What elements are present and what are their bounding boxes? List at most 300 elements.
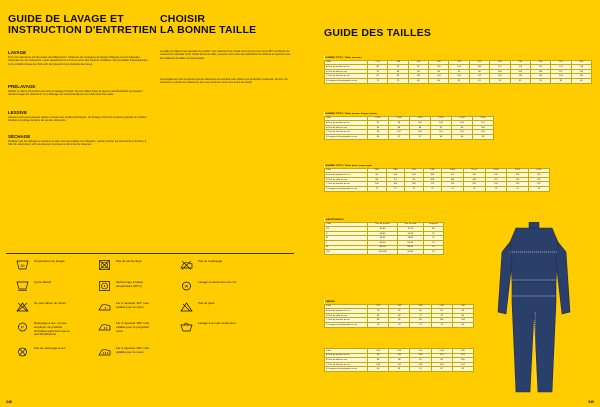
no-chlorine-icon	[16, 302, 29, 312]
table-cell: 92	[449, 69, 469, 74]
care-text: Sèche-linge à basse température (60°C)	[116, 280, 144, 288]
table-cell: A Tour de poitrine en cm	[325, 65, 368, 70]
table-cell: 110	[431, 353, 452, 358]
table-header-cell: D104	[463, 168, 485, 173]
table-header-cell: C58	[510, 60, 530, 65]
table-cell: 72	[423, 236, 443, 241]
table-cell: 104	[452, 318, 473, 323]
iron-medium-icon	[98, 322, 111, 332]
table-cell: 79	[368, 78, 388, 83]
table-cell: 110	[431, 130, 452, 135]
table-row	[325, 367, 474, 372]
tumble-dry-low-icon	[98, 281, 111, 291]
care-symbols-legend	[6, 253, 294, 374]
no-iron-icon	[180, 260, 193, 270]
table-cell: 80	[452, 322, 473, 327]
table-cell: 124	[530, 74, 550, 79]
table-cell: A Tour de poitrine en cm	[325, 121, 368, 126]
table-header-cell: C50	[452, 349, 473, 354]
table-cell: A Tour de poitrine en cm	[325, 173, 368, 178]
size-table-tracksuit	[324, 218, 444, 255]
table-cell: 80	[452, 313, 473, 318]
table-cell: 86-90	[398, 245, 424, 250]
table-cell: 120	[431, 362, 452, 367]
table-cell: 81	[469, 78, 489, 83]
table-cell: 100	[452, 358, 473, 363]
table-cell: 81	[449, 78, 469, 83]
table-cell: D Longueur d'entrejambe en cm	[325, 78, 368, 83]
table-cell: 76	[423, 245, 443, 250]
table-cell: 112	[469, 74, 489, 79]
table-cell: 86	[410, 309, 431, 314]
no-dry-clean-icon	[16, 347, 29, 357]
care-text: Ne pas utiliser de chlore	[34, 301, 67, 305]
table-cell: 112	[473, 121, 494, 126]
table-cell: 82	[452, 367, 473, 372]
section-text-prelavage: Utilisez le même sommelier que celui du lavage principal. Ne pas utiliser d'eau de javel ou de détachants qui risquent d'endommager les vêtements. Un prélavage est recommandé pour les vêtements très sales.	[8, 90, 143, 97]
table-cell: 104	[386, 182, 405, 187]
care-item	[180, 281, 238, 291]
table-header-cell: D88	[386, 168, 405, 173]
section-text-lessive: Assurez-vous que la lessive utilisée convient aux textiles techniques. Un dosage correct de la lessive garantit un meilleur résultat et prolonge la durée de vie des vêtements.	[8, 116, 147, 123]
table-cell: XL	[325, 245, 368, 250]
table-header-cell: D100	[442, 168, 464, 173]
table-cell: XS	[325, 227, 368, 232]
table-header-cell: C148	[389, 116, 410, 121]
svg-text:30: 30	[20, 264, 25, 268]
table-cell: 88	[431, 134, 452, 139]
table-cell: 84	[368, 358, 389, 363]
table-header-cell: C46	[388, 60, 408, 65]
table-header-cell: C42	[368, 349, 389, 354]
care-text: Fer à repasser 110° max. valable pour le nylon	[116, 301, 150, 309]
size-table-women	[324, 300, 474, 328]
care-text: Pas de sèche-linge	[116, 259, 142, 263]
table-caption: SURVÊTEMENTS	[325, 218, 444, 222]
table-header-cell: D116	[528, 168, 549, 173]
care-item	[98, 322, 156, 333]
coverall-measurement-figure	[496, 222, 572, 397]
table-header-cell: C50	[429, 60, 449, 65]
table-cell: 84	[408, 69, 428, 74]
table-cell: 92	[368, 121, 389, 126]
table-cell: 100	[490, 69, 510, 74]
table-header-cell: C62	[551, 60, 571, 65]
table-cell: 112	[490, 65, 510, 70]
table-cell: 82	[490, 78, 510, 83]
size-choice-title: CHOISIR LA BONNE TAILLE	[160, 13, 257, 36]
table-cell: 80	[368, 125, 389, 130]
table-header-cell: C38	[431, 304, 452, 309]
table-cell: 74	[423, 240, 443, 245]
section-title-prelavage: PRÉLAVAGE	[8, 84, 36, 89]
table-cell: 78-82	[398, 236, 424, 241]
table-cell: 79	[431, 322, 452, 327]
table-cell: 108	[469, 65, 489, 70]
table-cell: 80	[368, 367, 389, 372]
table-cell: 92	[368, 74, 388, 79]
table-cell: 73	[405, 186, 424, 191]
table-cell: 124	[551, 65, 571, 70]
table-cell: C Tour de hanche en cm	[325, 362, 368, 367]
no-bleach-icon	[180, 302, 193, 312]
table-cell: 94	[452, 309, 473, 314]
table-cell: 90	[431, 309, 452, 314]
table-cell: 76	[507, 186, 528, 191]
care-item	[98, 302, 156, 312]
table-cell: 79	[410, 322, 431, 327]
table-cell: B Tour de taille en cm	[325, 358, 368, 363]
legs-shape	[512, 282, 556, 392]
table-cell: 104	[431, 121, 452, 126]
table-row	[325, 78, 592, 83]
table-cell: D Longueur d'entrejambe en cm	[325, 134, 368, 139]
table-cell: 68	[389, 313, 410, 318]
size-choice-text-1: La taille est d'abord une question de confort. Nos vêtements de travail sont conçus pour vous offrir une liberté de mouvement optimale. Pour choisir la bonne taille, mesurez-vous selon les indications du schéma et reportez-vous aux tableaux de tailles correspondants.	[160, 50, 291, 60]
table-header-cell: Taille	[325, 168, 368, 173]
table-cell: 106	[410, 130, 431, 135]
size-table-type-1	[324, 56, 592, 84]
care-item	[16, 302, 74, 312]
table-cell: 96	[431, 358, 452, 363]
table-cell: 124	[507, 173, 528, 178]
table-cell: 82-86	[398, 240, 424, 245]
table-cell: 98	[368, 353, 389, 358]
table-cell: 102	[389, 130, 410, 135]
table-cell: 90-94	[368, 236, 398, 241]
table-cell: 100	[473, 125, 494, 130]
wash-temperature-icon	[16, 260, 29, 270]
table-cell: 128	[571, 65, 591, 70]
table-caption: FEMMES	[325, 300, 474, 304]
table-cell: 112	[485, 177, 507, 182]
table-cell: 84	[571, 78, 591, 83]
table-header-cell: Longueur	[423, 222, 443, 227]
table-cell: 100	[431, 318, 452, 323]
table-cell: 74	[423, 186, 442, 191]
table-cell: 73	[386, 186, 405, 191]
table-header-cell: C36	[410, 304, 431, 309]
table-cell: 88	[368, 177, 387, 182]
section-title-lavage: LAVAGE	[8, 50, 27, 55]
delicate-cycle-icon	[16, 281, 29, 291]
table-header-cell: C146	[368, 116, 389, 121]
table-cell: 90-94	[398, 250, 424, 255]
table-cell: 68	[423, 227, 443, 232]
hand-wash-icon	[180, 322, 193, 332]
table-cell: 114	[452, 130, 473, 135]
size-choice-text-2: Il est également très important que les vêtements de sécurité vous offrent une protection maximale. Prenez vos mesures en portant les vêtements que vous porterez sous votre tenue de travail.	[160, 78, 288, 85]
table-cell: 116	[463, 173, 485, 178]
table-header-cell: C54	[469, 60, 489, 65]
table-header-cell: D92	[405, 168, 424, 173]
table-cell: 87	[410, 134, 431, 139]
table-cell: 92	[410, 358, 431, 363]
table-header-cell: D84	[368, 168, 387, 173]
table-header-cell: C156	[473, 116, 494, 121]
table-header-cell: Taille	[325, 116, 368, 121]
table-cell: 70-74	[398, 227, 424, 232]
table-cell: 92	[389, 318, 410, 323]
size-table-type-2	[324, 112, 494, 140]
table-cell: 80	[388, 69, 408, 74]
table-cell: 80	[429, 78, 449, 83]
table-cell: 108	[449, 74, 469, 79]
table-cell: 80	[408, 78, 428, 83]
table-header-cell: C154	[452, 116, 473, 121]
table-header-cell: C46	[410, 349, 431, 354]
table-cell: 78	[368, 322, 389, 327]
table-cell: C Tour de hanche en cm	[325, 130, 368, 135]
table-cell: 108	[405, 182, 424, 187]
table-header-cell: Taille	[325, 60, 368, 65]
table-cell: 100	[423, 177, 442, 182]
care-item	[16, 260, 74, 270]
size-table-women-2	[324, 348, 474, 372]
table-cell: XXL	[325, 250, 368, 255]
table-header-cell: C32	[368, 304, 389, 309]
table-cell: 82-86	[368, 227, 398, 232]
table-cell: 120	[485, 173, 507, 178]
table-cell: 64	[368, 313, 389, 318]
table-header-cell: Taille	[325, 349, 368, 354]
table-cell: 75	[485, 186, 507, 191]
table-cell: 104	[510, 69, 530, 74]
table-cell: 83	[530, 78, 550, 83]
page-number-left: 348	[6, 400, 12, 404]
left-sleeve-shape	[498, 242, 512, 314]
table-cell: 82	[510, 78, 530, 83]
table-cell: 88	[368, 65, 388, 70]
table-header-cell: Taille	[325, 304, 368, 309]
table-cell: 128	[551, 74, 571, 79]
table-cell: B Tour de taille en cm	[325, 69, 368, 74]
table-cell: D Longueur d'entrejambe en cm	[325, 186, 368, 191]
table-cell: 74	[442, 186, 464, 191]
table-cell: 83	[551, 78, 571, 83]
table-cell: 120	[528, 177, 549, 182]
table-row	[325, 134, 494, 139]
table-cell: 76	[368, 69, 388, 74]
care-item	[98, 347, 156, 357]
table-cell: M	[325, 236, 368, 241]
table-cell: 88	[410, 125, 431, 130]
table-cell: 114	[452, 353, 473, 358]
table-cell: 82	[389, 309, 410, 314]
table-cell: 120	[463, 182, 485, 187]
table-header-cell: C44	[389, 349, 410, 354]
table-cell: 104	[449, 65, 469, 70]
care-item	[16, 347, 74, 357]
table-header-cell: D108	[485, 168, 507, 173]
table-cell: 96	[469, 69, 489, 74]
table-cell: 96	[405, 177, 424, 182]
care-item	[180, 322, 238, 332]
table-row	[325, 186, 550, 191]
table-cell: 118	[473, 130, 494, 135]
table-cell: 96	[410, 318, 431, 323]
dry-clean-p-icon	[16, 322, 29, 332]
table-header-cell: C64	[571, 60, 591, 65]
table-cell: 82	[431, 367, 452, 372]
table-cell: 86-90	[368, 231, 398, 236]
table-cell: 106	[410, 353, 431, 358]
table-cell: 112	[389, 362, 410, 367]
table-cell: 128	[528, 173, 549, 178]
care-item	[16, 281, 74, 291]
table-cell: 96	[408, 65, 428, 70]
table-cell: 116	[510, 65, 530, 70]
table-cell: 78	[389, 322, 410, 327]
section-title-lessive: LESSIVE	[8, 110, 28, 115]
care-item	[180, 302, 238, 312]
table-header-cell: C152	[431, 116, 452, 121]
table-cell: 98	[368, 130, 389, 135]
iron-high-icon	[98, 347, 111, 357]
page-number-right: 349	[588, 400, 594, 404]
table-cell: 81	[410, 367, 431, 372]
table-cell: 120	[530, 65, 550, 70]
table-header-cell: C48	[408, 60, 428, 65]
table-header-cell: C56	[490, 60, 510, 65]
table-caption: NUMBER TYPE 2: Tailles courtes, longues jambes	[325, 112, 494, 116]
table-cell: 100	[408, 74, 428, 79]
table-cell: A Tour de poitrine en cm	[325, 353, 368, 358]
table-cell: C Tour de hanche en cm	[325, 182, 368, 187]
table-cell: 128	[507, 182, 528, 187]
table-cell: 86	[368, 134, 389, 139]
table-cell: L	[325, 240, 368, 245]
table-cell: 88	[452, 134, 473, 139]
table-header-cell: C44	[368, 60, 388, 65]
table-cell: 98-102	[368, 245, 398, 250]
table-cell: 116	[571, 69, 591, 74]
table-cell: 104	[442, 177, 464, 182]
table-cell: C Tour de hanche en cm	[325, 74, 368, 79]
table-cell: 72	[368, 186, 387, 191]
no-tumble-dry-icon	[98, 260, 111, 270]
table-cell: 124	[452, 362, 473, 367]
table-cell: C Tour de hanche en cm	[325, 318, 368, 323]
table-cell: 100	[410, 121, 431, 126]
care-item	[180, 260, 238, 270]
table-cell: B Tour de taille en cm	[325, 177, 368, 182]
table-header-cell: C48	[431, 349, 452, 354]
table-cell: 72	[410, 313, 431, 318]
table-cell: 96	[389, 121, 410, 126]
care-item	[16, 322, 74, 337]
table-cell: 70	[423, 231, 443, 236]
table-cell: 132	[571, 74, 591, 79]
table-cell: A Tour de poitrine en cm	[325, 309, 368, 314]
table-header-cell: C150	[410, 116, 431, 121]
table-cell: 112	[423, 182, 442, 187]
table-cell: 94-98	[368, 240, 398, 245]
table-cell: 102-106	[368, 250, 398, 255]
table-caption: NUMBER TYPE 1: Tailles normales	[325, 56, 592, 60]
table-cell: 78	[368, 309, 389, 314]
table-cell: 108	[530, 69, 550, 74]
care-text: Lavage professionnel du cuir	[198, 280, 237, 284]
care-item	[98, 281, 156, 291]
table-cell: D Longueur d'entrejambe en cm	[325, 367, 368, 372]
table-cell: 112	[551, 69, 571, 74]
table-cell: B Tour de taille en cm	[325, 313, 368, 318]
table-cell: D Longueur d'entrejambe en cm	[325, 322, 368, 327]
table-cell: 96	[368, 173, 387, 178]
table-cell: 108	[423, 173, 442, 178]
table-cell: 75	[463, 186, 485, 191]
table-cell: 120	[510, 74, 530, 79]
table-cell: 124	[485, 182, 507, 187]
size-guide-title: GUIDE DES TAILLES	[324, 27, 432, 39]
table-cell: 108	[452, 121, 473, 126]
table-cell: 116	[490, 74, 510, 79]
table-row	[325, 250, 444, 255]
table-header-cell: C60	[530, 60, 550, 65]
table-header-cell: Tour de poitrine	[368, 222, 398, 227]
table-cell: 92	[388, 65, 408, 70]
table-cell: 100	[429, 65, 449, 70]
table-cell: 89	[473, 134, 494, 139]
table-cell: 78	[423, 250, 443, 255]
table-cell: 92	[431, 125, 452, 130]
table-cell: 76	[431, 313, 452, 318]
table-cell: 88	[368, 318, 389, 323]
table-cell: 96	[452, 125, 473, 130]
table-cell: 104	[429, 74, 449, 79]
table-cell: 116	[410, 362, 431, 367]
care-text: Fer à repasser 150° max. valable pour le polyester/ coton	[116, 321, 150, 333]
iron-low-icon	[98, 302, 111, 312]
table-header-cell: C52	[449, 60, 469, 65]
table-header-cell: C34	[389, 304, 410, 309]
table-caption: NUMBER TYPE 3: Tailles petits, corps ample	[325, 164, 550, 168]
table-cell: 104	[405, 173, 424, 178]
table-cell: 116	[442, 182, 464, 187]
table-header-cell: Tour de taille	[398, 222, 424, 227]
table-header-cell: D96	[423, 168, 442, 173]
table-cell: 102	[389, 353, 410, 358]
table-header-cell: Taille	[325, 222, 368, 227]
table-cell: 79	[388, 78, 408, 83]
table-cell: 84	[389, 125, 410, 130]
care-text: Pas de repassage	[198, 259, 223, 263]
table-cell: 87	[389, 134, 410, 139]
table-cell: 132	[528, 182, 549, 187]
table-cell: 88	[389, 358, 410, 363]
svg-text:P: P	[21, 324, 24, 330]
right-sleeve-shape	[556, 242, 570, 314]
care-item	[98, 260, 156, 270]
section-text-sechage: N'utilisez pas de séchage en tambour si cela n'est pas indiqué sur l'étiquette. Laissez sécher les vêtements à l'air libre, à l'abri du soleil direct, afin de préserver la couleur et la forme du vêtement.	[8, 140, 147, 147]
table-header-cell: C40	[452, 304, 473, 309]
table-cell: 108	[368, 362, 389, 367]
care-text: Cycle délicat	[34, 280, 52, 284]
care-text: Fer à repasser 200° max. valable pour le coton	[116, 346, 150, 354]
table-cell: 108	[463, 177, 485, 182]
collar-shape	[529, 222, 539, 228]
care-text: Pas de nettoyage à sec	[34, 346, 66, 350]
svg-text:W: W	[184, 284, 189, 289]
table-cell: 74-78	[398, 231, 424, 236]
table-cell: 76	[528, 186, 549, 191]
section-text-lavage: Tous nos vêtements ont été testés scientifiquement. Observez les consignes de lavage indiquées sur les étiquettes d'entretien de vos vêtements. Laver séparément et à l'envers avec des couleurs similaires. Ne pas utiliser d'assouplissant ni de produits à base de chlore afin de préserver les propriétés des tissus.	[8, 56, 148, 66]
table-cell: 96	[388, 74, 408, 79]
table-cell: 112	[442, 173, 464, 178]
table-header-cell: D112	[507, 168, 528, 173]
table-cell: 116	[507, 177, 528, 182]
